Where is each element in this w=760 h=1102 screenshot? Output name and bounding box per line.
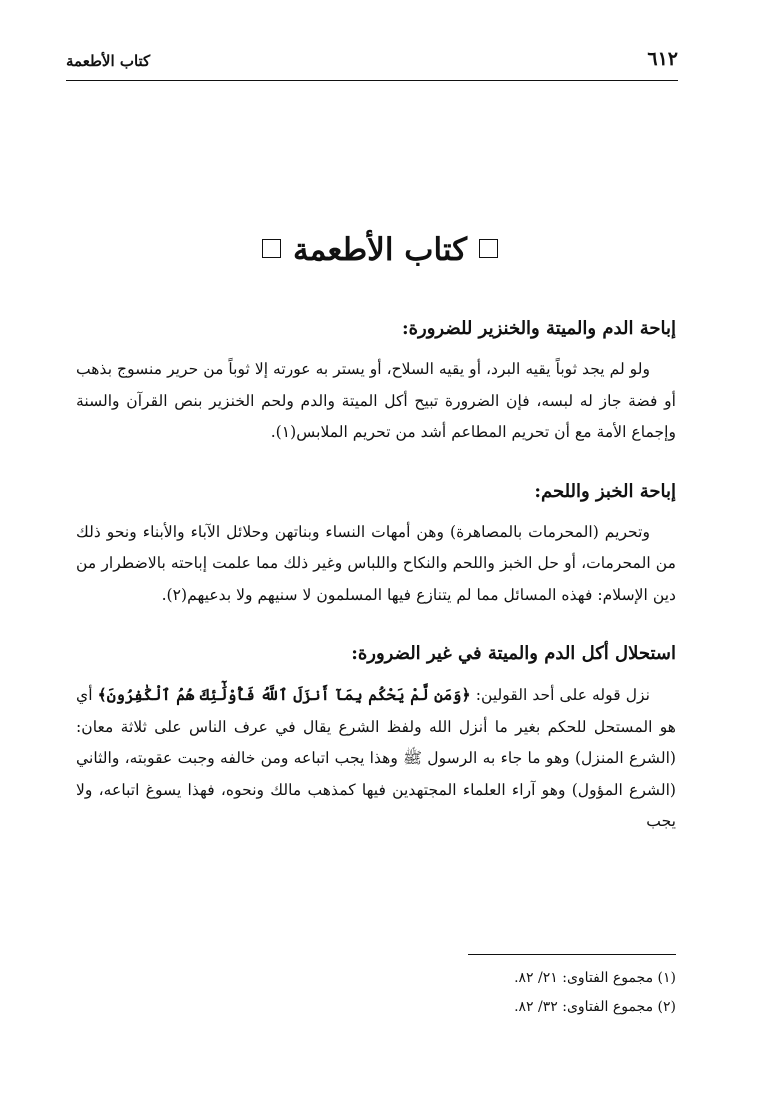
running-header-title: كتاب الأطعمة xyxy=(66,52,151,70)
section-paragraph: وتحريم (المحرمات بالمصاهرة) وهن أمهات النساء وبناتهن وحلائل الآباء والأبناء ونحو ذلك من المحرمات، أو حل الخبز واللحم والنكاح واللباس وغير ذلك مما علمت إباحته بالاضطرار من دين الإسلام: فهذه المسائل مما لم يتنازع فيها المسلمون لا سنيهم ولا بدعيهم(٢). xyxy=(76,522,676,604)
square-ornament-icon xyxy=(479,239,498,258)
paragraph-intro: نزل قوله على أحد القولين: xyxy=(470,686,650,704)
chapter-title-text: كتاب الأطعمة xyxy=(293,232,467,268)
section-heading: استحلال أكل الدم والميتة في غير الضرورة: xyxy=(351,643,676,664)
square-ornament-icon xyxy=(262,239,281,258)
footnote: (١) مجموع الفتاوى: ٢١/ ٨٢. xyxy=(514,970,676,986)
quran-verse: ﴿وَمَن لَّمْ يَحْكُم بِمَآ أَنزَلَ ٱللَّهُ فَأُوْلَٰٓئِكَ هُمُ ٱلْكَٰفِرُونَ﴾ xyxy=(97,685,471,704)
main-text xyxy=(76,312,676,838)
paragraph-rest: أي هو المستحل للحكم بغير ما أنزل الله ولفظ الشرع يقال في عرف الناس على ثلاثة معان: (الشرع المنزل) وهو ما جاء به الرسول ﷺ وهذا يجب اتباعه ومن خالفه وجبت عقوبته، والثاني (الشرع المؤول) وهو آراء العلماء المجتهدين فيها كمذهب مالك ونحوه، فهذا يسوغ اتباعه، ولا يجب xyxy=(76,686,676,830)
section-paragraph xyxy=(76,679,676,838)
footnotes xyxy=(76,954,676,1023)
chapter-title xyxy=(0,232,760,268)
footnote-divider xyxy=(468,954,676,955)
section-heading: إباحة الدم والميتة والخنزير للضرورة: xyxy=(401,318,676,339)
section-paragraph: ولو لم يجد ثوباً يقيه البرد، أو يقيه السلاح، أو يستر به عورته إلا ثوباً من حرير منسوج بذهب أو فضة جاز له لبسه، فإن الضرورة تبيح أكل الميتة والدم ولحم الخنزير بنص القرآن والسنة وإجماع الأمة مع أن تحريم المطاعم أشد من تحريم الملابس(١). xyxy=(76,360,676,441)
running-header xyxy=(66,46,678,81)
section-heading: إباحة الخبز واللحم: xyxy=(534,480,676,502)
footnote: (٢) مجموع الفتاوى: ٣٢/ ٨٢. xyxy=(514,999,676,1015)
page-number: ٦١٢ xyxy=(647,48,678,70)
